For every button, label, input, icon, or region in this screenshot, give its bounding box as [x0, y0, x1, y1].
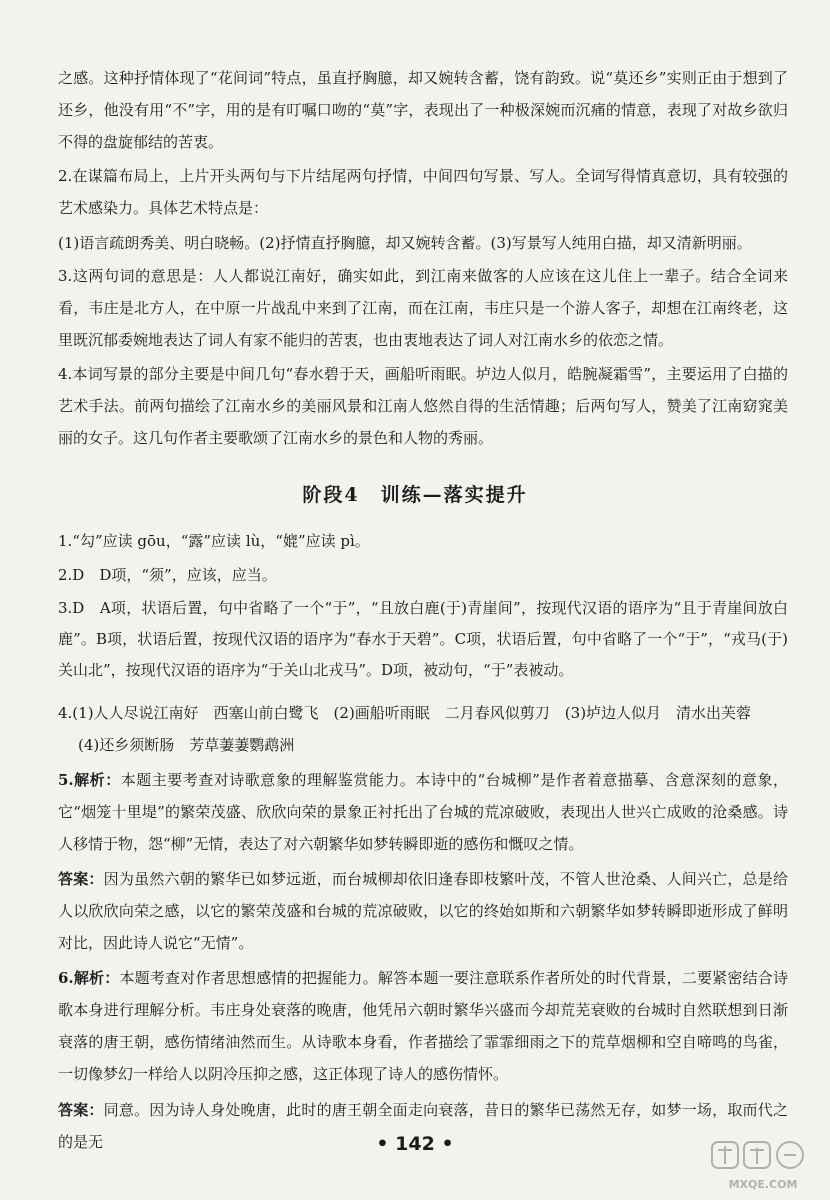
- svg-text:MXQE.COM: MXQE.COM: [728, 1178, 798, 1191]
- analysis-label: 5.解析：: [58, 771, 121, 789]
- paragraph-item-2: 2.在谋篇布局上，上片开头两句与下片结尾两句抒情，中间四句写景、写人。全词写得情真意切，具有较强的艺术感染力。具体艺术特点是：: [58, 167, 788, 217]
- analysis-label: 6.解析：: [58, 969, 120, 987]
- answer-5-analysis: 5.解析：本题主要考查对诗歌意象的理解鉴赏能力。本诗中的“台城柳”是作者着意描摹、含意深刻的意象，它“烟笼十里堤”的繁荣茂盛、欣欣向荣的景象正衬托出了台城的荒凉破败，表现出人世兴亡成败的沧桑感。诗人移情于物，怨“柳”无情，表达了对六朝繁华如梦转瞬即逝的感伤和慨叹之情。: [58, 771, 788, 853]
- paragraph-continuation: 之感。这种抒情体现了“花间词”特点，虽直抒胸臆，却又婉转含蓄，饶有韵致。说“莫还乡”实则正由于想到了还乡，他没有用“不”字，用的是有叮嘱口吻的“莫”字，表现出了一种极深婉而沉痛的情意，表现了对故乡欲归不得的盘旋郁结的苦衷。: [58, 69, 788, 151]
- answer-6-analysis: 6.解析：本题考查对作者思想感情的把握能力。解答本题一要注意联系作者所处的时代背景，二要紧密结合诗歌本身进行理解分析。韦庄身处衰落的晚唐，他凭吊六朝时繁华兴盛而今却荒芜衰败的台城时自然联想到日渐衰落的唐王朝，感伤情绪油然而生。从诗歌本身看，作者描绘了霏霏细雨之下的荒草烟柳和空自啼鸣的鸟雀，一切像梦幻一样给人以阴冷压抑之感，这正体现了诗人的感伤情怀。: [58, 969, 788, 1083]
- paragraph-item-2-details: (1)语言疏朗秀美、明白晓畅。(2)抒情直抒胸臆，却又婉转含蓄。(3)写景写人纯用白描，却又清新明丽。: [58, 234, 752, 252]
- answer-6-answer: 答案：同意。因为诗人身处晚唐，此时的唐王朝全面走向衰落，昔日的繁华已荡然无存，如梦一场，取而代之的是无: [58, 1101, 788, 1151]
- answer-4: 4.(1)人人尽说江南好 西塞山前白鹭飞 (2)画船听雨眠 二月春风似剪刀 (3)垆边人似月 清水出芙蓉: [58, 704, 752, 722]
- section-title: 阶段4 训练—落实提升: [302, 484, 528, 506]
- watermark-logo: [708, 1136, 818, 1194]
- answer-label: 答案：: [58, 1101, 104, 1119]
- answer-5-answer: 答案：因为虽然六朝的繁华已如梦远逝，而台城柳却依旧逢春即枝繁叶茂，不管人世沧桑、人间兴亡，总是给人以欣欣向荣之感，以它的繁荣茂盛和台城的荒凉破败，以它的终始如斯和六朝繁华如梦转瞬即逝形成了鲜明对比，因此诗人说它“无情”。: [58, 870, 788, 952]
- answer-2: 2.D D项，“须”，应该，应当。: [58, 566, 277, 584]
- answer-3: 3.D A项，状语后置，句中省略了一个“于”，“且放白鹿(于)青崖间”，按现代汉语的语序为“且于青崖间放白鹿”。B项，状语后置，按现代汉语的语序为“春水于天碧”。C项，状语后置，句中省略了一个“于”，“戎马(于)关山北”，按现代汉语的语序为“于关山北戎马”。D项，被动句，“于”表被动。: [58, 599, 788, 679]
- answer-label: 答案：: [58, 870, 104, 888]
- page-number: • 142 •: [376, 1133, 454, 1155]
- paragraph-item-4: 4.本词写景的部分主要是中间几句“春水碧于天，画船听雨眠。垆边人似月，皓腕凝霜雪”，主要运用了白描的艺术手法。前两句描绘了江南水乡的美丽风景和江南人悠然自得的生活情趣；后两句写人，赞美了江南窈窕美丽的女子。这几句作者主要歌颂了江南水乡的景色和人物的秀丽。: [58, 365, 788, 447]
- answer-1: 1.“勾”应读 gōu，“露”应读 lù，“媲”应读 pì。: [58, 532, 370, 550]
- answer-4-continued: (4)还乡须断肠 芳草萋萋鹦鹉洲: [78, 736, 295, 754]
- paragraph-item-3: 3.这两句词的意思是：人人都说江南好，确实如此，到江南来做客的人应该在这儿住上一辈子。结合全词来看，韦庄是北方人，在中原一片战乱中来到了江南，而在江南，韦庄只是一个游人客子，却想在江南终老，这里既沉郁委婉地表达了词人有家不能归的苦衷，也由衷地表达了词人对江南水乡的依恋之情。: [58, 267, 788, 349]
